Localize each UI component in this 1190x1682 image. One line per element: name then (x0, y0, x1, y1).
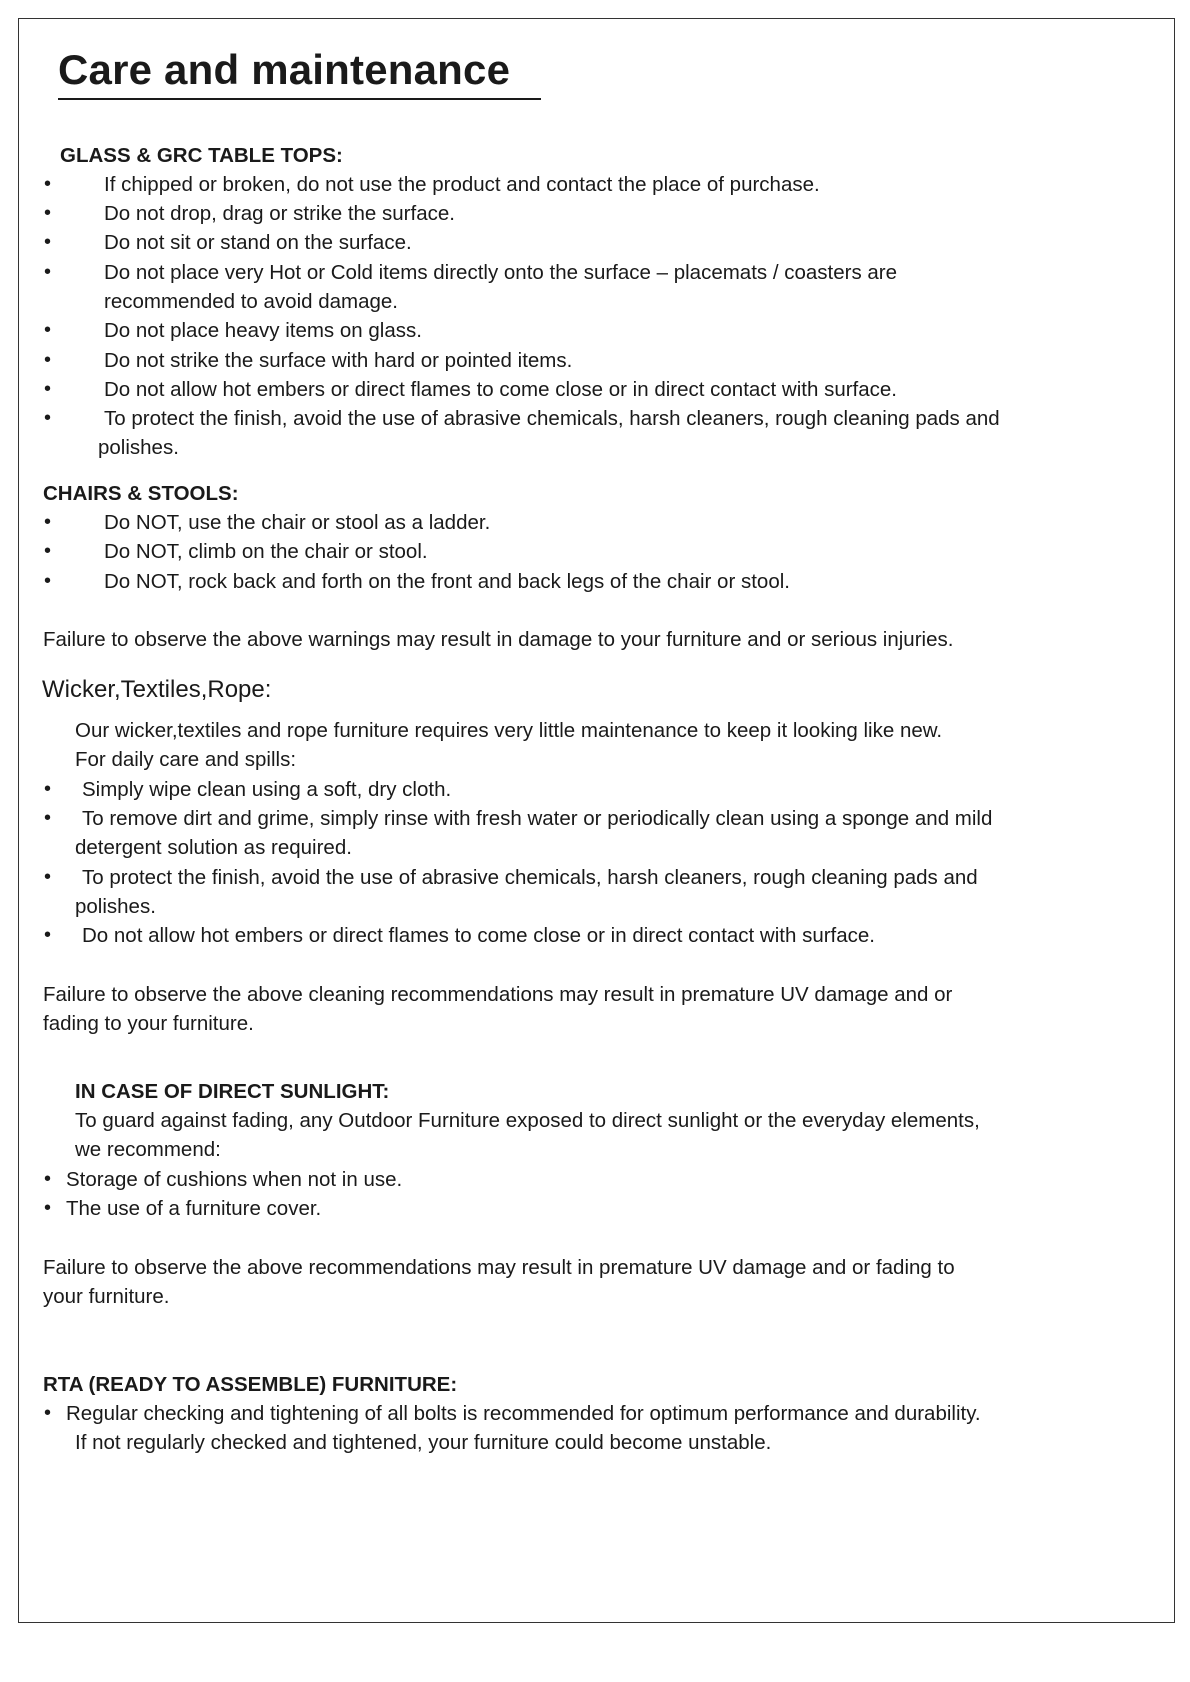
section-heading-rta: RTA (READY TO ASSEMBLE) FURNITURE: (43, 1373, 458, 1396)
list-item: Do not allow hot embers or direct flames to come close or in direct contact with surface. (82, 924, 876, 947)
page-title: Care and maintenance (58, 42, 541, 100)
bullet: • (44, 511, 52, 533)
list-item: Do not place very Hot or Cold items directly onto the surface – placemats / coasters are (104, 261, 898, 284)
warning-text: fading to your furniture. (43, 1012, 254, 1035)
bullet: • (44, 540, 52, 562)
bullet: • (44, 866, 52, 888)
bullet: • (44, 1168, 52, 1190)
section-heading-chairs: CHAIRS & STOOLS: (43, 482, 239, 505)
bullet: • (44, 173, 52, 195)
list-item: The use of a furniture cover. (66, 1197, 322, 1220)
list-item: Do NOT, climb on the chair or stool. (104, 540, 428, 563)
list-item: Do NOT, rock back and forth on the front and back legs of the chair or stool. (104, 570, 790, 593)
section-heading-wicker: Wicker,Textiles,Rope: (42, 676, 272, 703)
list-item: To protect the finish, avoid the use of abrasive chemicals, harsh cleaners, rough cleaning pads and (82, 866, 978, 889)
list-item-continuation: polishes. (98, 436, 179, 459)
list-item: Do not drop, drag or strike the surface. (104, 202, 455, 225)
list-item: If chipped or broken, do not use the product and contact the place of purchase. (104, 173, 820, 196)
list-item-continuation: detergent solution as required. (75, 836, 352, 859)
list-item: Regular checking and tightening of all bolts is recommended for optimum performance and durability. (66, 1402, 981, 1425)
list-item-continuation: polishes. (75, 895, 156, 918)
warning-text: Failure to observe the above cleaning recommendations may result in premature UV damage and or (43, 983, 953, 1006)
bullet: • (44, 349, 52, 371)
section-heading-sunlight: IN CASE OF DIRECT SUNLIGHT: (75, 1080, 390, 1103)
bullet: • (44, 407, 52, 429)
list-item-continuation: recommended to avoid damage. (104, 290, 399, 313)
list-item: Do not strike the surface with hard or pointed items. (104, 349, 573, 372)
paragraph: For daily care and spills: (75, 748, 297, 771)
list-item: Do not allow hot embers or direct flames to come close or in direct contact with surface. (104, 378, 898, 401)
bullet: • (44, 202, 52, 224)
bullet: • (44, 778, 52, 800)
bullet: • (44, 261, 52, 283)
bullet: • (44, 807, 52, 829)
warning-text: Failure to observe the above recommendations may result in premature UV damage and or fading to (43, 1256, 955, 1279)
warning-text: your furniture. (43, 1285, 170, 1308)
section-heading-glass: GLASS & GRC TABLE TOPS: (60, 144, 343, 167)
bullet: • (44, 570, 52, 592)
list-item: To remove dirt and grime, simply rinse with fresh water or periodically clean using a sponge and mild (82, 807, 993, 830)
list-item: Do NOT, use the chair or stool as a ladder. (104, 511, 491, 534)
list-item: Do not place heavy items on glass. (104, 319, 422, 342)
paragraph: we recommend: (75, 1138, 221, 1161)
bullet: • (44, 1197, 52, 1219)
bullet: • (44, 924, 52, 946)
list-item-continuation: If not regularly checked and tightened, your furniture could become unstable. (75, 1431, 772, 1454)
list-item: Storage of cushions when not in use. (66, 1168, 403, 1191)
warning-text: Failure to observe the above warnings may result in damage to your furniture and or serious injuries. (43, 628, 954, 651)
bullet: • (44, 231, 52, 253)
list-item: Do not sit or stand on the surface. (104, 231, 412, 254)
bullet: • (44, 319, 52, 341)
list-item: To protect the finish, avoid the use of abrasive chemicals, harsh cleaners, rough cleaning pads and (104, 407, 1000, 430)
paragraph: To guard against fading, any Outdoor Furniture exposed to direct sunlight or the everyday elements, (75, 1109, 980, 1132)
bullet: • (44, 378, 52, 400)
list-item: Simply wipe clean using a soft, dry cloth. (82, 778, 452, 801)
bullet: • (44, 1402, 52, 1424)
paragraph: Our wicker,textiles and rope furniture requires very little maintenance to keep it looking like new. (75, 719, 943, 742)
